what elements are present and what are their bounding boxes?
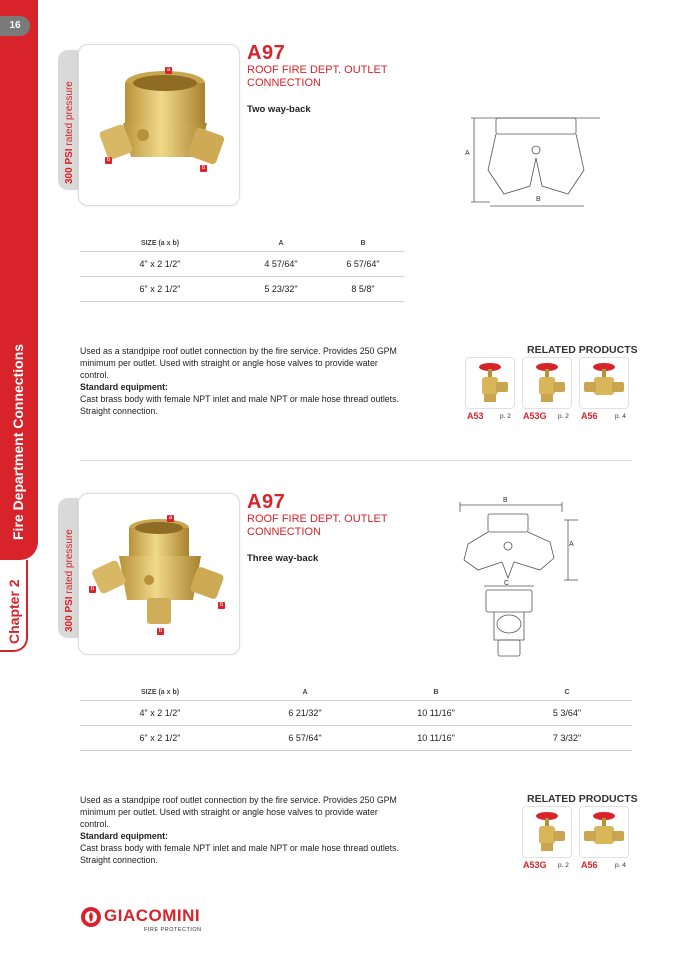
table-header-row (80, 686, 632, 700)
label-b: b (201, 165, 206, 171)
straight-valve-icon (580, 807, 628, 857)
related-page: p. 4 (615, 413, 626, 420)
table-row (80, 725, 632, 750)
dimension-drawing (454, 500, 584, 662)
table-cell: 10 11/16" (370, 700, 502, 725)
related-product-a56[interactable] (579, 806, 629, 858)
page-number: 16 (0, 16, 30, 36)
related-page: p. 2 (500, 413, 511, 420)
related-page: p. 2 (558, 862, 569, 869)
product-description (80, 794, 400, 866)
pressure-rating: 300 PSI rated pressure (64, 81, 75, 184)
table-cell: 4" x 2 1/2" (80, 700, 240, 725)
related-code: A56 (581, 411, 598, 421)
column-header: SIZE (a x b) (80, 686, 240, 700)
giacomini-logo-icon (80, 906, 102, 928)
table-cell: 6 57/64" (322, 251, 404, 276)
related-code: A53G (523, 860, 547, 870)
related-product-a53[interactable] (465, 357, 515, 409)
related-code: A56 (581, 860, 598, 870)
dim-label-b: B (503, 497, 508, 504)
table-cell: 6" x 2 1/2" (80, 725, 240, 750)
standard-equipment-label: Standard equipment: (80, 831, 168, 841)
table-cell: 5 23/32" (240, 276, 322, 301)
description-text: Used as a standpipe roof outlet connection by the fire service. Provides 250 GPM minimum per outlet. Used with straight or angle hose valves to provide water control. (80, 795, 397, 829)
dim-label-a: A (569, 541, 574, 548)
brand-name: GIACOMINI (104, 906, 201, 925)
related-code: A53 (467, 411, 484, 421)
column-header: C (502, 686, 632, 700)
description-text: Used as a standpipe roof outlet connection by the fire service. Provides 250 GPM minimum per outlet. Used with straight or angle hose valves to provide water control. (80, 346, 397, 380)
dimension-drawing (460, 110, 610, 210)
table-cell: 8 5/8" (322, 276, 404, 301)
table-cell: 6" x 2 1/2" (80, 276, 240, 301)
related-product-a53g[interactable] (522, 806, 572, 858)
table-cell: 4 57/64" (240, 251, 322, 276)
section-divider (80, 460, 632, 461)
product-photo (78, 44, 240, 206)
pressure-rating: 300 PSI rated pressure (64, 529, 75, 632)
label-a: a (166, 67, 171, 73)
product-description (80, 345, 400, 417)
related-page: p. 2 (558, 413, 569, 420)
spec-table (80, 686, 632, 751)
column-header: B (322, 237, 404, 251)
related-products-title: RELATED PRODUCTS (527, 793, 638, 805)
table-row (80, 276, 404, 301)
column-header: A (240, 686, 370, 700)
label-b: b (219, 602, 224, 608)
chapter-label: Chapter 2 (6, 579, 22, 644)
product-subtitle: Three way-back (247, 553, 319, 564)
standard-equipment-text: Cast brass body with female NPT inlet and male NPT or male hose thread outlets. Straight connection. (80, 394, 399, 416)
column-header: A (240, 237, 322, 251)
product-photo (78, 493, 240, 655)
standard-equipment-text: Cast brass body with female NPT inlet and male NPT or male hose thread outlets. Straight connection. (80, 843, 399, 865)
straight-valve-icon (580, 358, 628, 408)
related-product-a53g[interactable] (522, 357, 572, 409)
column-header: SIZE (a x b) (80, 237, 240, 251)
product-code: A97 (247, 42, 286, 64)
table-cell: 6 21/32" (240, 700, 370, 725)
product-title: ROOF FIRE DEPT. OUTLET CONNECTION (247, 64, 388, 89)
chapter-title: Fire Department Connections (10, 343, 26, 540)
related-code: A53G (523, 411, 547, 421)
label-b: b (90, 586, 95, 592)
two-way-fitting-image (79, 45, 240, 206)
label-b: b (158, 628, 163, 634)
table-cell: 5 3/64" (502, 700, 632, 725)
brand-tagline: FIRE PROTECTION (144, 927, 202, 933)
table-row (80, 251, 404, 276)
related-page: p. 4 (615, 862, 626, 869)
angle-valve-icon (523, 807, 571, 857)
label-b: b (106, 157, 111, 163)
label-a: a (168, 515, 173, 521)
table-cell: 4" x 2 1/2" (80, 251, 240, 276)
standard-equipment-label: Standard equipment: (80, 382, 168, 392)
dim-label-b: B (536, 196, 541, 203)
product-code: A97 (247, 491, 286, 513)
product-title: ROOF FIRE DEPT. OUTLET CONNECTION (247, 513, 388, 538)
related-products-title: RELATED PRODUCTS (527, 344, 638, 356)
column-header: B (370, 686, 502, 700)
table-row (80, 700, 632, 725)
spec-table (80, 237, 404, 302)
angle-valve-icon (523, 358, 571, 408)
related-product-a56[interactable] (579, 357, 629, 409)
angle-valve-icon (466, 358, 514, 408)
dim-label-c: C (504, 580, 510, 587)
table-cell: 10 11/16" (370, 725, 502, 750)
table-cell: 7 3/32" (502, 725, 632, 750)
table-header-row (80, 237, 404, 251)
dim-label-a: A (465, 150, 470, 157)
product-subtitle: Two way-back (247, 104, 311, 115)
table-cell: 6 57/64" (240, 725, 370, 750)
